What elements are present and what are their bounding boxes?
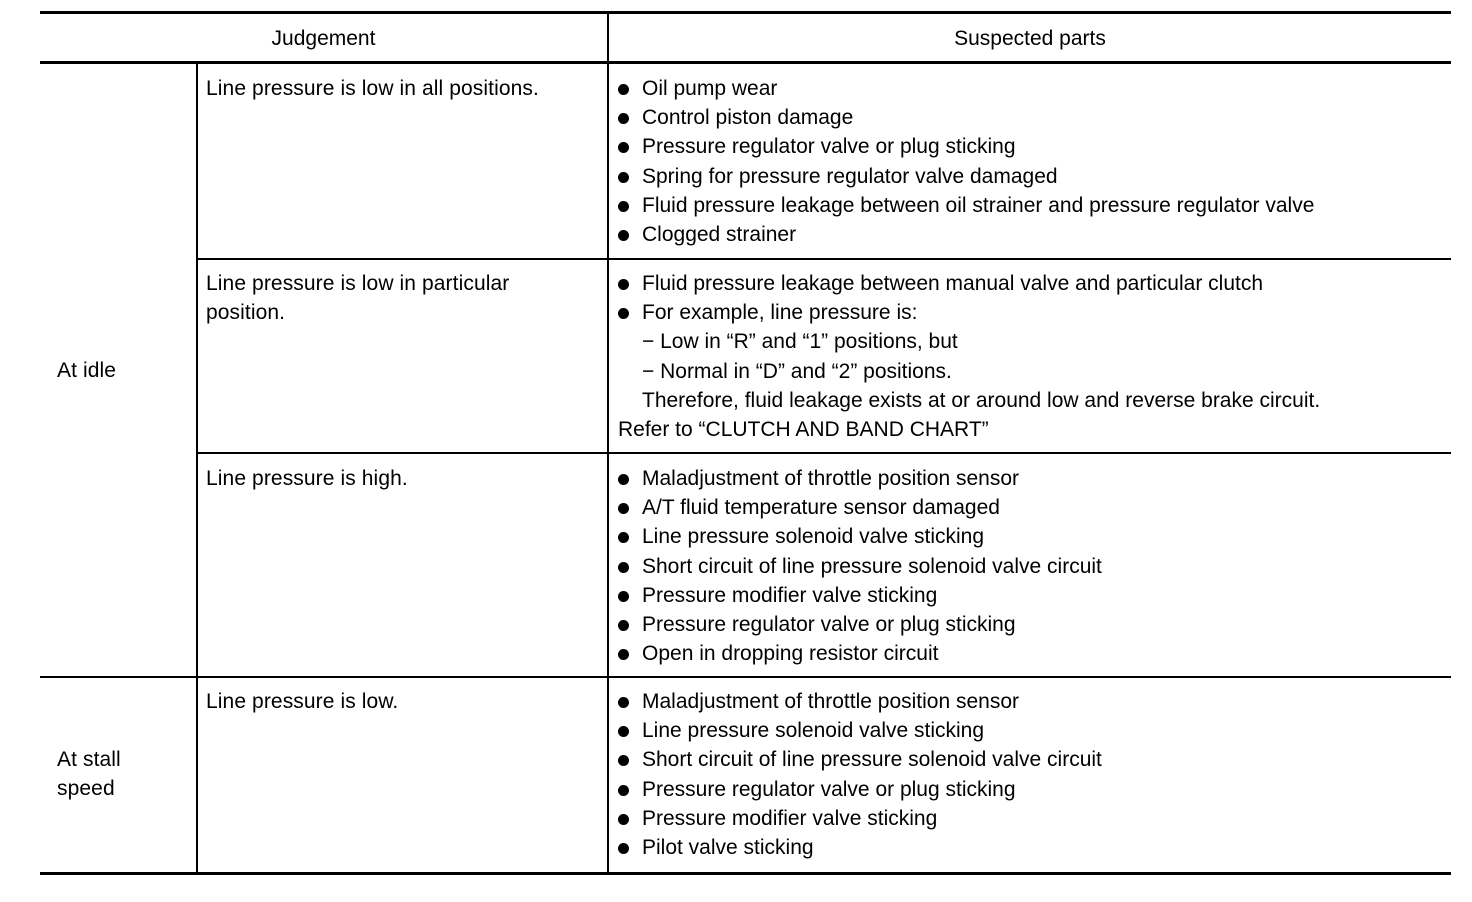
list-item: Spring for pressure regulator valve damaged [616,162,1314,191]
bullet-icon [618,279,629,290]
list-item: Fluid pressure leakage between manual valve and particular clutch [616,269,1320,298]
bullet-icon [618,591,629,602]
group-label-at-stall-speed [57,745,121,803]
bullet-icon [618,726,629,737]
list-item: Clogged strainer [616,220,1314,249]
group-label-at-idle: At idle [57,359,117,382]
table-bottom-rule [40,872,1451,875]
row2-refer-note: Refer to “CLUTCH AND BAND CHART” [618,418,989,441]
list-item: Short circuit of line pressure solenoid valve circuit [616,552,1102,581]
bullet-icon [618,649,629,660]
list-item: Pilot valve sticking [616,833,1102,862]
bullet-icon [618,230,629,241]
row1-bottom-rule [197,258,1451,260]
row1-parts-list [616,74,1314,249]
row3-parts-list [616,464,1102,668]
bullet-icon [618,532,629,543]
bullet-icon [618,785,629,796]
list-item: Maladjustment of throttle position sensor [616,464,1102,493]
row2-judgement [206,269,509,327]
bullet-icon [618,113,629,124]
list-item: Pressure modifier valve sticking [616,581,1102,610]
detail-line: − Normal in “D” and “2” positions. [642,359,952,383]
list-item: Line pressure solenoid valve sticking [616,522,1102,551]
bullet-icon [618,474,629,485]
judgement-table [40,11,1451,875]
bullet-icon [618,814,629,825]
row1-judgement: Line pressure is low in all positions. [206,77,539,100]
list-item: Line pressure solenoid valve sticking [616,716,1102,745]
row4-judgement: Line pressure is low. [206,690,399,713]
list-item: Short circuit of line pressure solenoid valve circuit [616,745,1102,774]
detail-line: Therefore, fluid leakage exists at or around low and reverse brake circuit. [642,388,1321,412]
header-bottom-rule [40,61,1451,64]
list-item: A/T fluid temperature sensor damaged [616,493,1102,522]
table-top-rule [40,11,1451,14]
list-item: Pressure regulator valve or plug sticking [616,132,1314,161]
row3-judgement: Line pressure is high. [206,467,408,490]
list-item: For example, line pressure is: [616,298,1320,327]
bullet-icon [618,142,629,153]
list-item: Pressure modifier valve sticking [616,804,1102,833]
group-label-line-1: At stall [57,748,121,771]
header-suspected-parts: Suspected parts [954,27,1106,50]
bullet-icon [618,620,629,631]
idle-group-bottom-rule [40,676,1451,678]
column-divider [607,13,609,873]
row2-judgement-line-2: position. [206,301,286,324]
bullet-icon [618,172,629,183]
bullet-icon [618,503,629,514]
bullet-icon [618,562,629,573]
list-item: Oil pump wear [616,74,1314,103]
header-judgement: Judgement [271,27,376,50]
row4-parts-list [616,687,1102,862]
row2-parts-list [616,269,1320,415]
row2-bottom-rule [197,452,1451,454]
bullet-icon [618,843,629,854]
list-item: Pressure regulator valve or plug sticking [616,610,1102,639]
detail-line: − Low in “R” and “1” positions, but [642,330,958,354]
list-item: Open in dropping resistor circuit [616,639,1102,668]
bullet-icon [618,308,629,319]
bullet-icon [618,697,629,708]
group-divider [196,63,198,873]
bullet-icon [618,755,629,766]
group-label-line-2: speed [57,777,115,800]
bullet-icon [618,84,629,95]
list-item: Control piston damage [616,103,1314,132]
row2-judgement-line-1: Line pressure is low in particular [206,272,510,295]
list-item: Pressure regulator valve or plug sticking [616,775,1102,804]
bullet-icon [618,201,629,212]
list-item: Fluid pressure leakage between oil strainer and pressure regulator valve [616,191,1314,220]
list-item: Maladjustment of throttle position sensor [616,687,1102,716]
